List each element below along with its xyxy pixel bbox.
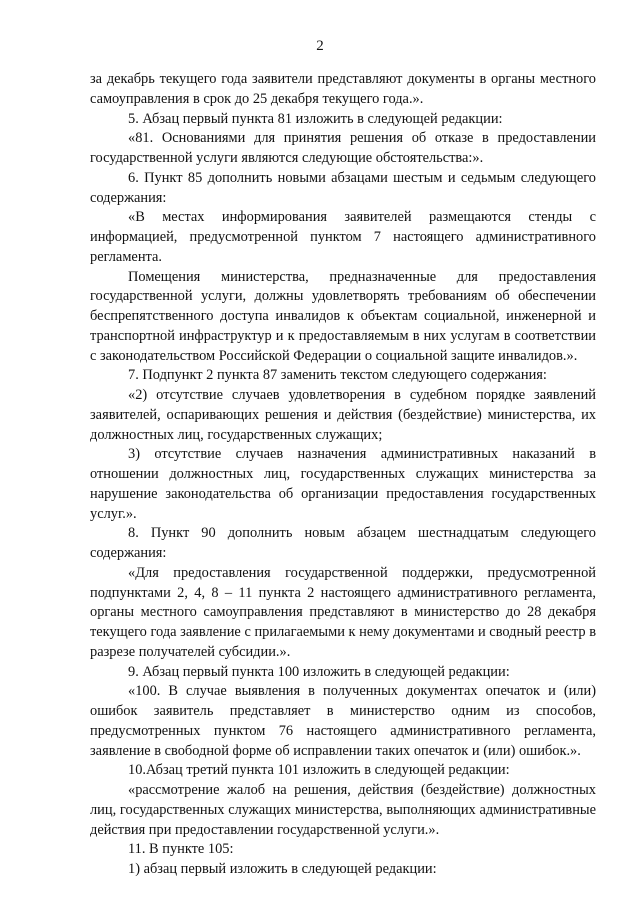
paragraph-quote-stands: «В местах информирования заявителей размещаются стенды с информацией, предусмотренной пунктом 7 настоящего административного регламента. — [90, 209, 596, 265]
paragraph-quote-100: «100. В случае выявления в полученных документах опечаток и (или) ошибок заявитель представляет в министерство одним из способов, предусмотренных пунктом 76 настоящего административного регламента, заявление в свободной форме об исправлении таких опечаток и (или) ошибок.». — [90, 683, 596, 759]
paragraph-item-10: 10.Абзац третий пункта 101 изложить в следующей редакции: — [128, 762, 510, 779]
paragraph-item-6: 6. Пункт 85 дополнить новыми абзацами шестым и седьмым следующего содержания: — [90, 169, 596, 206]
paragraph-continuation: за декабрь текущего года заявители представляют документы в органы местного самоуправления в срок до 25 декабря текущего года.». — [90, 71, 596, 107]
paragraph-item-9: 9. Абзац первый пункта 100 изложить в следующей редакции: — [128, 663, 510, 680]
paragraph-subitem-2: «2) отсутствие случаев удовлетворения в судебном порядке заявлений заявителей, оспаривающих решения и действия (бездействие) министерства, их должностных лиц, государственных служащих; — [90, 387, 596, 443]
paragraph-quote-support: «Для предоставления государственной поддержки, предусмотренной подпунктами 2, 4, 8 – 11 пункта 2 настоящего административного регламента, органы местного самоуправления представляют в министерство до 28 декабря текущего года заявление с прилагаемыми к нему документами и сводный реестр в разрезе получателей субсидии.». — [90, 564, 596, 660]
paragraph-item-8: 8. Пункт 90 дополнить новым абзацем шестнадцатым следующего содержания: — [90, 525, 596, 561]
paragraph-item-7: 7. Подпункт 2 пункта 87 заменить текстом следующего содержания: — [128, 367, 547, 384]
paragraph-item-11: 11. В пункте 105: — [128, 841, 234, 858]
paragraph-item-5: 5. Абзац первый пункта 81 изложить в следующей редакции: — [128, 110, 503, 127]
paragraph-quote-81: «81. Основаниями для принятия решения об отказе в предоставлении государственной услуги являются следующие обстоятельства:». — [90, 130, 596, 166]
paragraph-subitem-1: 1) абзац первый изложить в следующей редакции: — [128, 861, 437, 877]
document-body — [90, 70, 596, 880]
page-number: 2 — [316, 38, 324, 54]
paragraph-premises: Помещения министерства, предназначенные для предоставления государственной услуги, должны удовлетворять требованиям об обеспечении беспрепятственного доступа инвалидов к объектам социальной, инженерной и транспортной инфраструктур и к предоставляемым в них услугам в соответствии с законодательством Российской Федерации о социальной защите инвалидов.». — [90, 268, 596, 364]
paragraph-quote-complaints: «рассмотрение жалоб на решения, действия (бездействие) должностных лиц, государственных служащих министерства, выполняющих административные действия при предоставлении государственной услуги.». — [90, 782, 596, 838]
paragraph-subitem-3: 3) отсутствие случаев назначения административных наказаний в отношении должностных лиц, государственных служащих министерства за нарушение законодательства об организации предоставления государственных услуг.». — [90, 446, 596, 522]
